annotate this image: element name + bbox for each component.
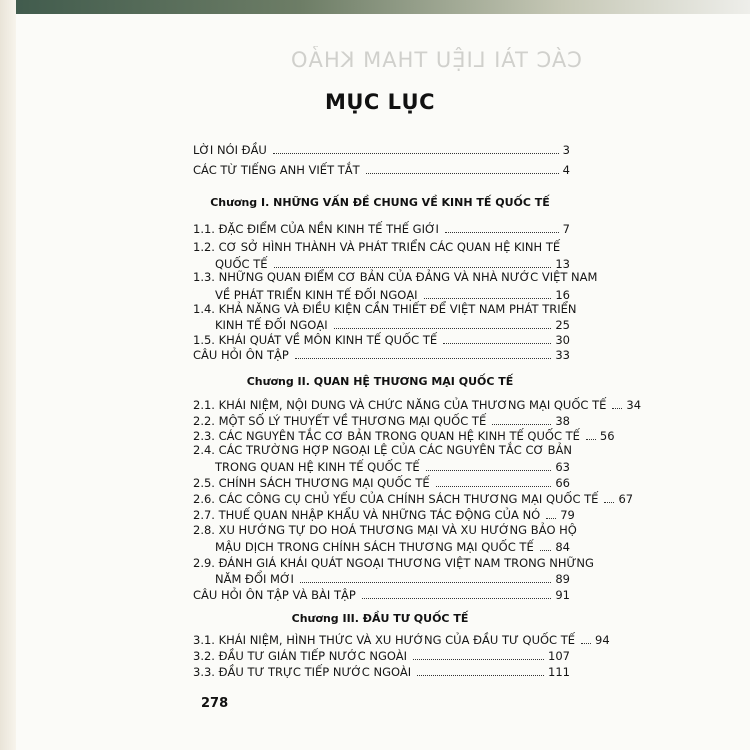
toc-entry-continuation: NĂM ĐỔI MỚI xyxy=(215,572,294,586)
dot-leader xyxy=(426,470,552,471)
toc-entry[interactable] xyxy=(193,665,570,679)
page-title: MỤC LỤC xyxy=(324,90,436,114)
toc-entry-page: 4 xyxy=(562,163,570,177)
toc-entry-continuation: TRONG QUAN HỆ KINH TẾ QUỐC TẾ xyxy=(215,460,420,474)
toc-entry-label: 2.1. KHÁI NIỆM, NỘI DUNG VÀ CHỨC NĂNG CỦA THƯƠNG MẠI QUỐC TẾ xyxy=(193,398,607,412)
dot-leader xyxy=(295,358,552,359)
toc-entry-label: CÂU HỎI ÔN TẬP VÀ BÀI TẬP xyxy=(193,588,356,602)
dot-leader xyxy=(417,675,544,676)
dot-leader xyxy=(540,550,552,551)
toc-entry[interactable] xyxy=(193,163,570,177)
book-top-edge xyxy=(0,0,750,14)
toc-entry-page: 111 xyxy=(548,665,570,679)
toc-entry[interactable] xyxy=(193,633,610,647)
dot-leader xyxy=(586,439,596,440)
toc-entry-page: 63 xyxy=(555,460,570,474)
toc-entry-page: 91 xyxy=(555,588,570,602)
toc-entry-label: LỜI NÓI ĐẦU xyxy=(193,143,267,157)
toc-entry-page: 56 xyxy=(599,429,615,443)
toc-entry-page: 79 xyxy=(560,508,575,522)
toc-entry[interactable] xyxy=(215,460,570,474)
toc-entry-page: 89 xyxy=(555,572,570,586)
dot-leader xyxy=(604,502,614,503)
toc-entry-label: 2.2. MỘT SỐ LÝ THUYẾT VỀ THƯƠNG MẠI QUỐC TẾ xyxy=(193,414,487,428)
toc-entry-label[interactable]: 2.8. XU HƯỚNG TỰ DO HOÁ THƯƠNG MẠI VÀ XU HƯỚNG BẢO HỘ xyxy=(193,523,577,537)
toc-entry-label: 2.3. CÁC NGUYÊN TẮC CƠ BẢN TRONG QUAN HỆ KINH TẾ QUỐC TẾ xyxy=(193,429,580,443)
chapter-heading: Chương I. NHỮNG VẤN ĐỀ CHUNG VỀ KINH TẾ QUỐC TẾ xyxy=(210,196,550,209)
toc-entry[interactable] xyxy=(193,143,570,157)
toc-entry-label: 2.6. CÁC CÔNG CỤ CHỦ YẾU CỦA CHÍNH SÁCH THƯƠNG MẠI QUỐC TẾ xyxy=(193,492,599,506)
toc-entry-label[interactable]: 1.3. NHỮNG QUAN ĐIỂM CƠ BẢN CỦA ĐẢNG VÀ NHÀ NƯỚC VIỆT NAM xyxy=(193,270,598,284)
toc-entry-label[interactable]: 2.4. CÁC TRƯỜNG HỢP NGOẠI LỆ CỦA CÁC NGUYÊN TẮC CƠ BẢN xyxy=(193,443,573,457)
toc-entry-page: 16 xyxy=(555,288,570,302)
chapter-heading: Chương II. QUAN HỆ THƯƠNG MẠI QUỐC TẾ xyxy=(246,375,514,388)
toc-entry[interactable] xyxy=(215,257,570,271)
toc-entry-label: 1.5. KHÁI QUÁT VỀ MÔN KINH TẾ QUỐC TẾ xyxy=(193,333,438,347)
toc-entry[interactable] xyxy=(215,288,570,302)
toc-entry[interactable] xyxy=(215,318,570,332)
toc-entry-label: 3.3. ĐẦU TƯ TRỰC TIẾP NƯỚC NGOÀI xyxy=(193,665,412,679)
dot-leader xyxy=(334,328,552,329)
dot-leader xyxy=(546,518,556,519)
dot-leader xyxy=(300,582,551,583)
toc-entry-page: 38 xyxy=(555,414,570,428)
toc-entry[interactable] xyxy=(193,429,615,443)
bleed-through-text: CÁC TÀI LIỆU THAM KHẢO xyxy=(290,48,582,72)
toc-entry-page: 13 xyxy=(555,257,570,271)
dot-leader xyxy=(436,486,552,487)
toc-entry[interactable] xyxy=(193,649,570,663)
toc-entry-label[interactable]: 2.9. ĐÁNH GIÁ KHÁI QUÁT NGOẠI THƯƠNG VIỆT NAM TRONG NHỮNG xyxy=(193,556,594,570)
toc-entry[interactable] xyxy=(193,348,570,362)
toc-entry-label: 2.5. CHÍNH SÁCH THƯƠNG MẠI QUỐC TẾ xyxy=(193,476,430,490)
dot-leader xyxy=(612,408,622,409)
toc-entry-label: 1.1. ĐẶC ĐIỂM CỦA NỀN KINH TẾ THẾ GIỚI xyxy=(193,222,439,236)
toc-entry[interactable] xyxy=(215,540,570,554)
toc-entry-continuation: VỀ PHÁT TRIỂN KINH TẾ ĐỐI NGOẠI xyxy=(215,288,418,302)
dot-leader xyxy=(362,598,552,599)
toc-entry-continuation: MẬU DỊCH TRONG CHÍNH SÁCH THƯƠNG MẠI QUỐC TẾ xyxy=(215,540,534,554)
toc-entry-label: CÁC TỪ TIẾNG ANH VIẾT TẮT xyxy=(193,163,360,177)
toc-entry-page: 25 xyxy=(555,318,570,332)
toc-entry[interactable] xyxy=(193,508,575,522)
toc-entry[interactable] xyxy=(193,476,570,490)
toc-entry-page: 94 xyxy=(595,633,610,647)
toc-entry-page: 84 xyxy=(555,540,570,554)
toc-entry[interactable] xyxy=(193,588,570,602)
toc-entry-continuation: KINH TẾ ĐỐI NGOẠI xyxy=(215,318,328,332)
toc-entry-page: 107 xyxy=(548,649,570,663)
toc-entry-label: 3.1. KHÁI NIỆM, HÌNH THỨC VÀ XU HƯỚNG CỦA ĐẦU TƯ QUỐC TẾ xyxy=(193,633,576,647)
dot-leader xyxy=(424,298,552,299)
toc-entry[interactable] xyxy=(193,414,570,428)
toc-entry-label[interactable]: 1.4. KHẢ NĂNG VÀ ĐIỀU KIỆN CẦN THIẾT ĐỂ VIỆT NAM PHÁT TRIỂN xyxy=(193,302,577,316)
chapter-heading: Chương III. ĐẦU TƯ QUỐC TẾ xyxy=(291,612,469,625)
toc-entry-page: 7 xyxy=(562,222,570,236)
dot-leader xyxy=(274,267,552,268)
toc-entry[interactable] xyxy=(193,492,634,506)
toc-entry-continuation: QUỐC TẾ xyxy=(215,257,268,271)
toc-entry[interactable] xyxy=(193,398,642,412)
toc-entry[interactable] xyxy=(193,333,570,347)
toc-entry-page: 67 xyxy=(618,492,634,506)
toc-entry-page: 3 xyxy=(562,143,570,157)
toc-entry-label: 2.7. THUẾ QUAN NHẬP KHẨU VÀ NHỮNG TÁC ĐỘNG CỦA NÓ xyxy=(193,508,541,522)
dot-leader xyxy=(413,659,544,660)
toc-entry-label[interactable]: 1.2. CƠ SỞ HÌNH THÀNH VÀ PHÁT TRIỂN CÁC QUAN HỆ KINH TẾ xyxy=(193,240,561,254)
toc-entry[interactable] xyxy=(215,572,570,586)
page-number: 278 xyxy=(201,696,229,711)
dot-leader xyxy=(366,173,559,174)
dot-leader xyxy=(443,343,551,344)
toc-entry[interactable] xyxy=(193,222,570,236)
toc-entry-label: 3.2. ĐẦU TƯ GIÁN TIẾP NƯỚC NGOÀI xyxy=(193,649,407,663)
toc-entry-page: 33 xyxy=(555,348,570,362)
toc-entry-label: CÂU HỎI ÔN TẬP xyxy=(193,348,289,362)
dot-leader xyxy=(492,424,551,425)
toc-entry-page: 30 xyxy=(555,333,570,347)
dot-leader xyxy=(445,232,559,233)
dot-leader xyxy=(581,643,591,644)
dot-leader xyxy=(273,153,559,154)
toc-entry-page: 34 xyxy=(626,398,642,412)
toc-entry-page: 66 xyxy=(555,476,570,490)
